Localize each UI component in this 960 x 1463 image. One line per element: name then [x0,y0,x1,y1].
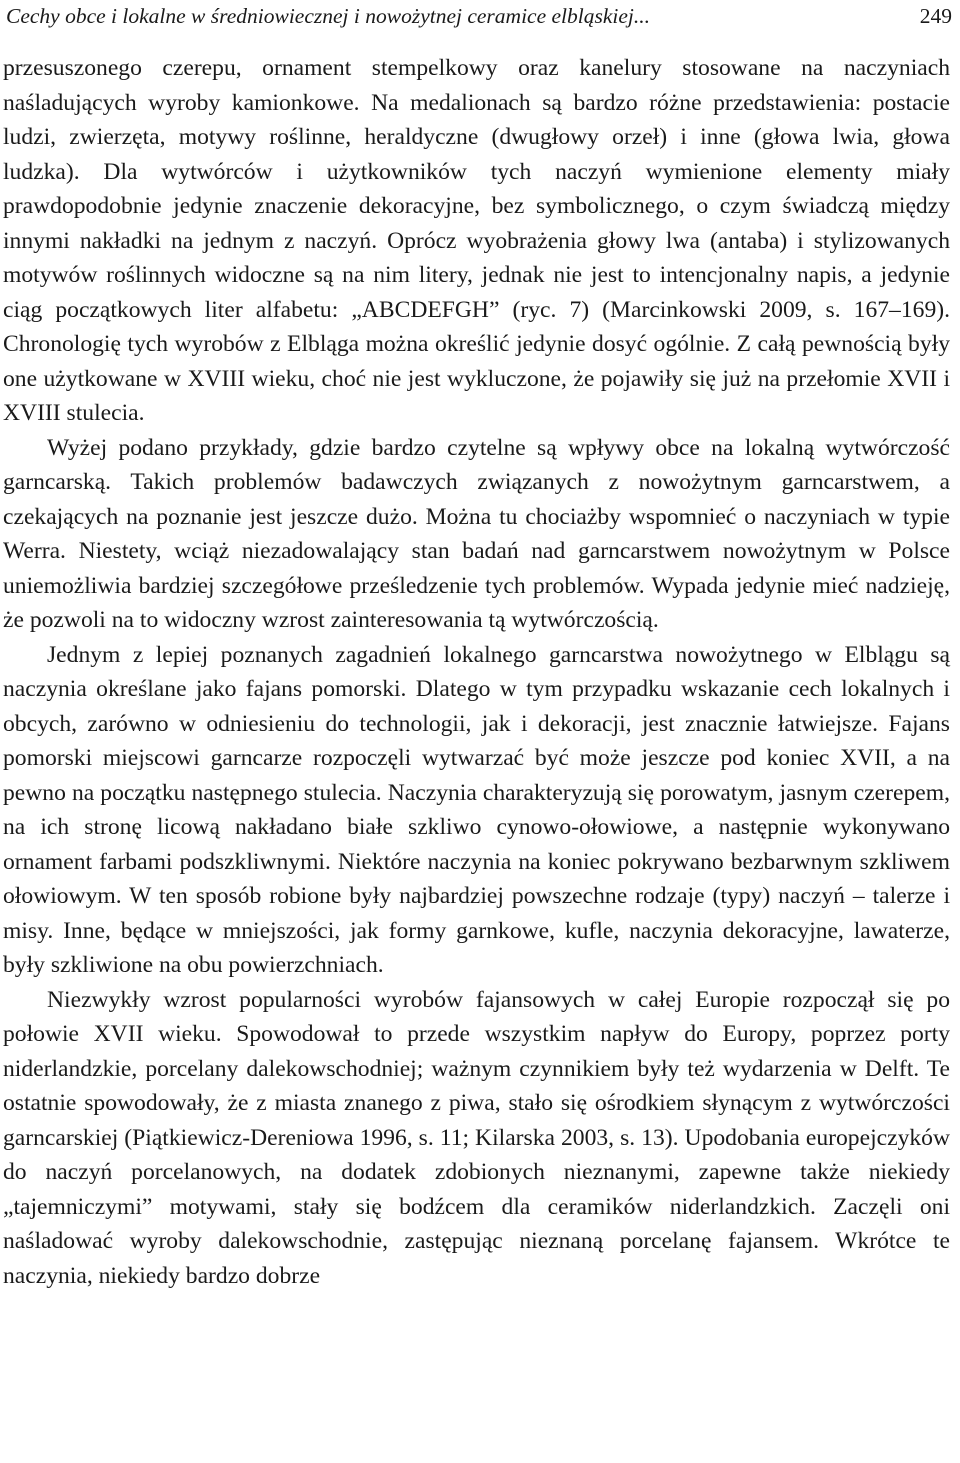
paragraph-1: przesuszonego czerepu, ornament stempelkowy oraz kanelury stosowane na naczyniach naśladujących wyroby kamionkowe. Na medalionach są bardzo różne przedstawienia: postacie ludzi, zwierzęta, motywy roślinne, heraldyczne (dwugłowy orzeł) i inne (głowa lwia, głowa ludzka). Dla wytwórców i użytkowników tych naczyń wymienione elementy miały prawdopodobnie jedynie znaczenie dekoracyjne, bez symbolicznego, o czym świadczą między innymi nakładki na jednym z naczyń. Oprócz wyobrażenia głowy lwa (antaba) i stylizowanych motywów roślinnych widoczne są na nim litery, jednak nie jest to intencjonalny napis, a jedynie ciąg początkowych liter alfabetu: „ABCDEFGH” (ryc. 7) (Marcinkowski 2009, s. 167–169). Chronologię tych wyrobów z Elbląga można określić jedynie dosyć ogólnie. Z całą pewnością były one użytkowane w XVIII wieku, choć nie jest wykluczone, że pojawiły się już na przełomie XVII i XVIII stulecia. [3,55,950,426]
paragraph-3: Jednym z lepiej poznanych zagadnień lokalnego garncarstwa nowożytnego w Elblągu są naczynia określane jako fajans pomorski. Dlatego w tym przypadku wskazanie cech lokalnych i obcych, zarówno w odniesieniu do technologii, jak i dekoracji, jest znacznie łatwiejsze. Fajans pomorski miejscowi garncarze rozpoczęli wytwarzać być może jeszcze pod koniec XVII, a na pewno na początku następnego stulecia. Naczynia charakteryzują się porowatym, jasnym czerepem, na ich stronę licową nakładano białe szkliwo cynowo-ołowiowe, a następnie wykonywano ornament farbami podszkliwnymi. Niektóre naczynia na koniec pokrywano bezbarwnym szkliwem ołowiowym. W ten sposób robione były najbardziej powszechne rodzaje (typy) naczyń – talerze i misy. Inne, będące w mniejszości, jak formy garnkowe, kufle, naczynia dekoracyjne, lawaterze, były szkliwione na obu powierzchniach. [3,641,950,978]
page-number: 249 [919,3,952,28]
running-header [6,0,952,32]
body-text [3,51,950,1293]
running-title: Cechy obce i lokalne w średniowiecznej i nowożytnej ceramice elbląskiej... [6,3,651,28]
paragraph-2: Wyżej podano przykłady, gdzie bardzo czytelne są wpływy obce na lokalną wytwórczość garncarską. Takich problemów badawczych związanych z nowożytnym garncarstwem, a czekających na poznanie jest jeszcze dużo. Można tu chociażby wspomnieć o naczyniach w typie Werra. Niestety, wciąż niezadowalający stan badań nad garncarstwem nowożytnym w Polsce uniemożliwia bardziej szczegółowe prześledzenie tych problemów. Wypada jedynie mieć nadzieję, że pozwoli na to widoczny wzrost zainteresowania tą wytwórczością. [3,434,950,633]
paragraph-4: Niezwykły wzrost popularności wyrobów fajansowych w całej Europie rozpoczął się po połowie XVII wieku. Spowodował to przede wszystkim napływ do Europy, poprzez porty niderlandzkie, porcelany dalekowschodniej; ważnym czynnikiem były też wydarzenia w Delft. Te ostatnie spowodowały, że z miasta znanego z piwa, stało się ośrodkiem słynącym z wytwórczości garncarskiej (Piątkiewicz-Dereniowa 1996, s. 11; Kilarska 2003, s. 13). Upodobania europejczyków do naczyń porcelanowych, na dodatek zdobionych nieznanymi, zapewne także niekiedy „tajemniczymi” motywami, stały się bodźcem dla ceramików niderlandzkich. Zaczęli oni naśladować wyroby dalekowschodnie, zastępując nieznaną porcelanę fajansem. Wkrótce te naczynia, niekiedy bardzo dobrze [3,986,950,1289]
